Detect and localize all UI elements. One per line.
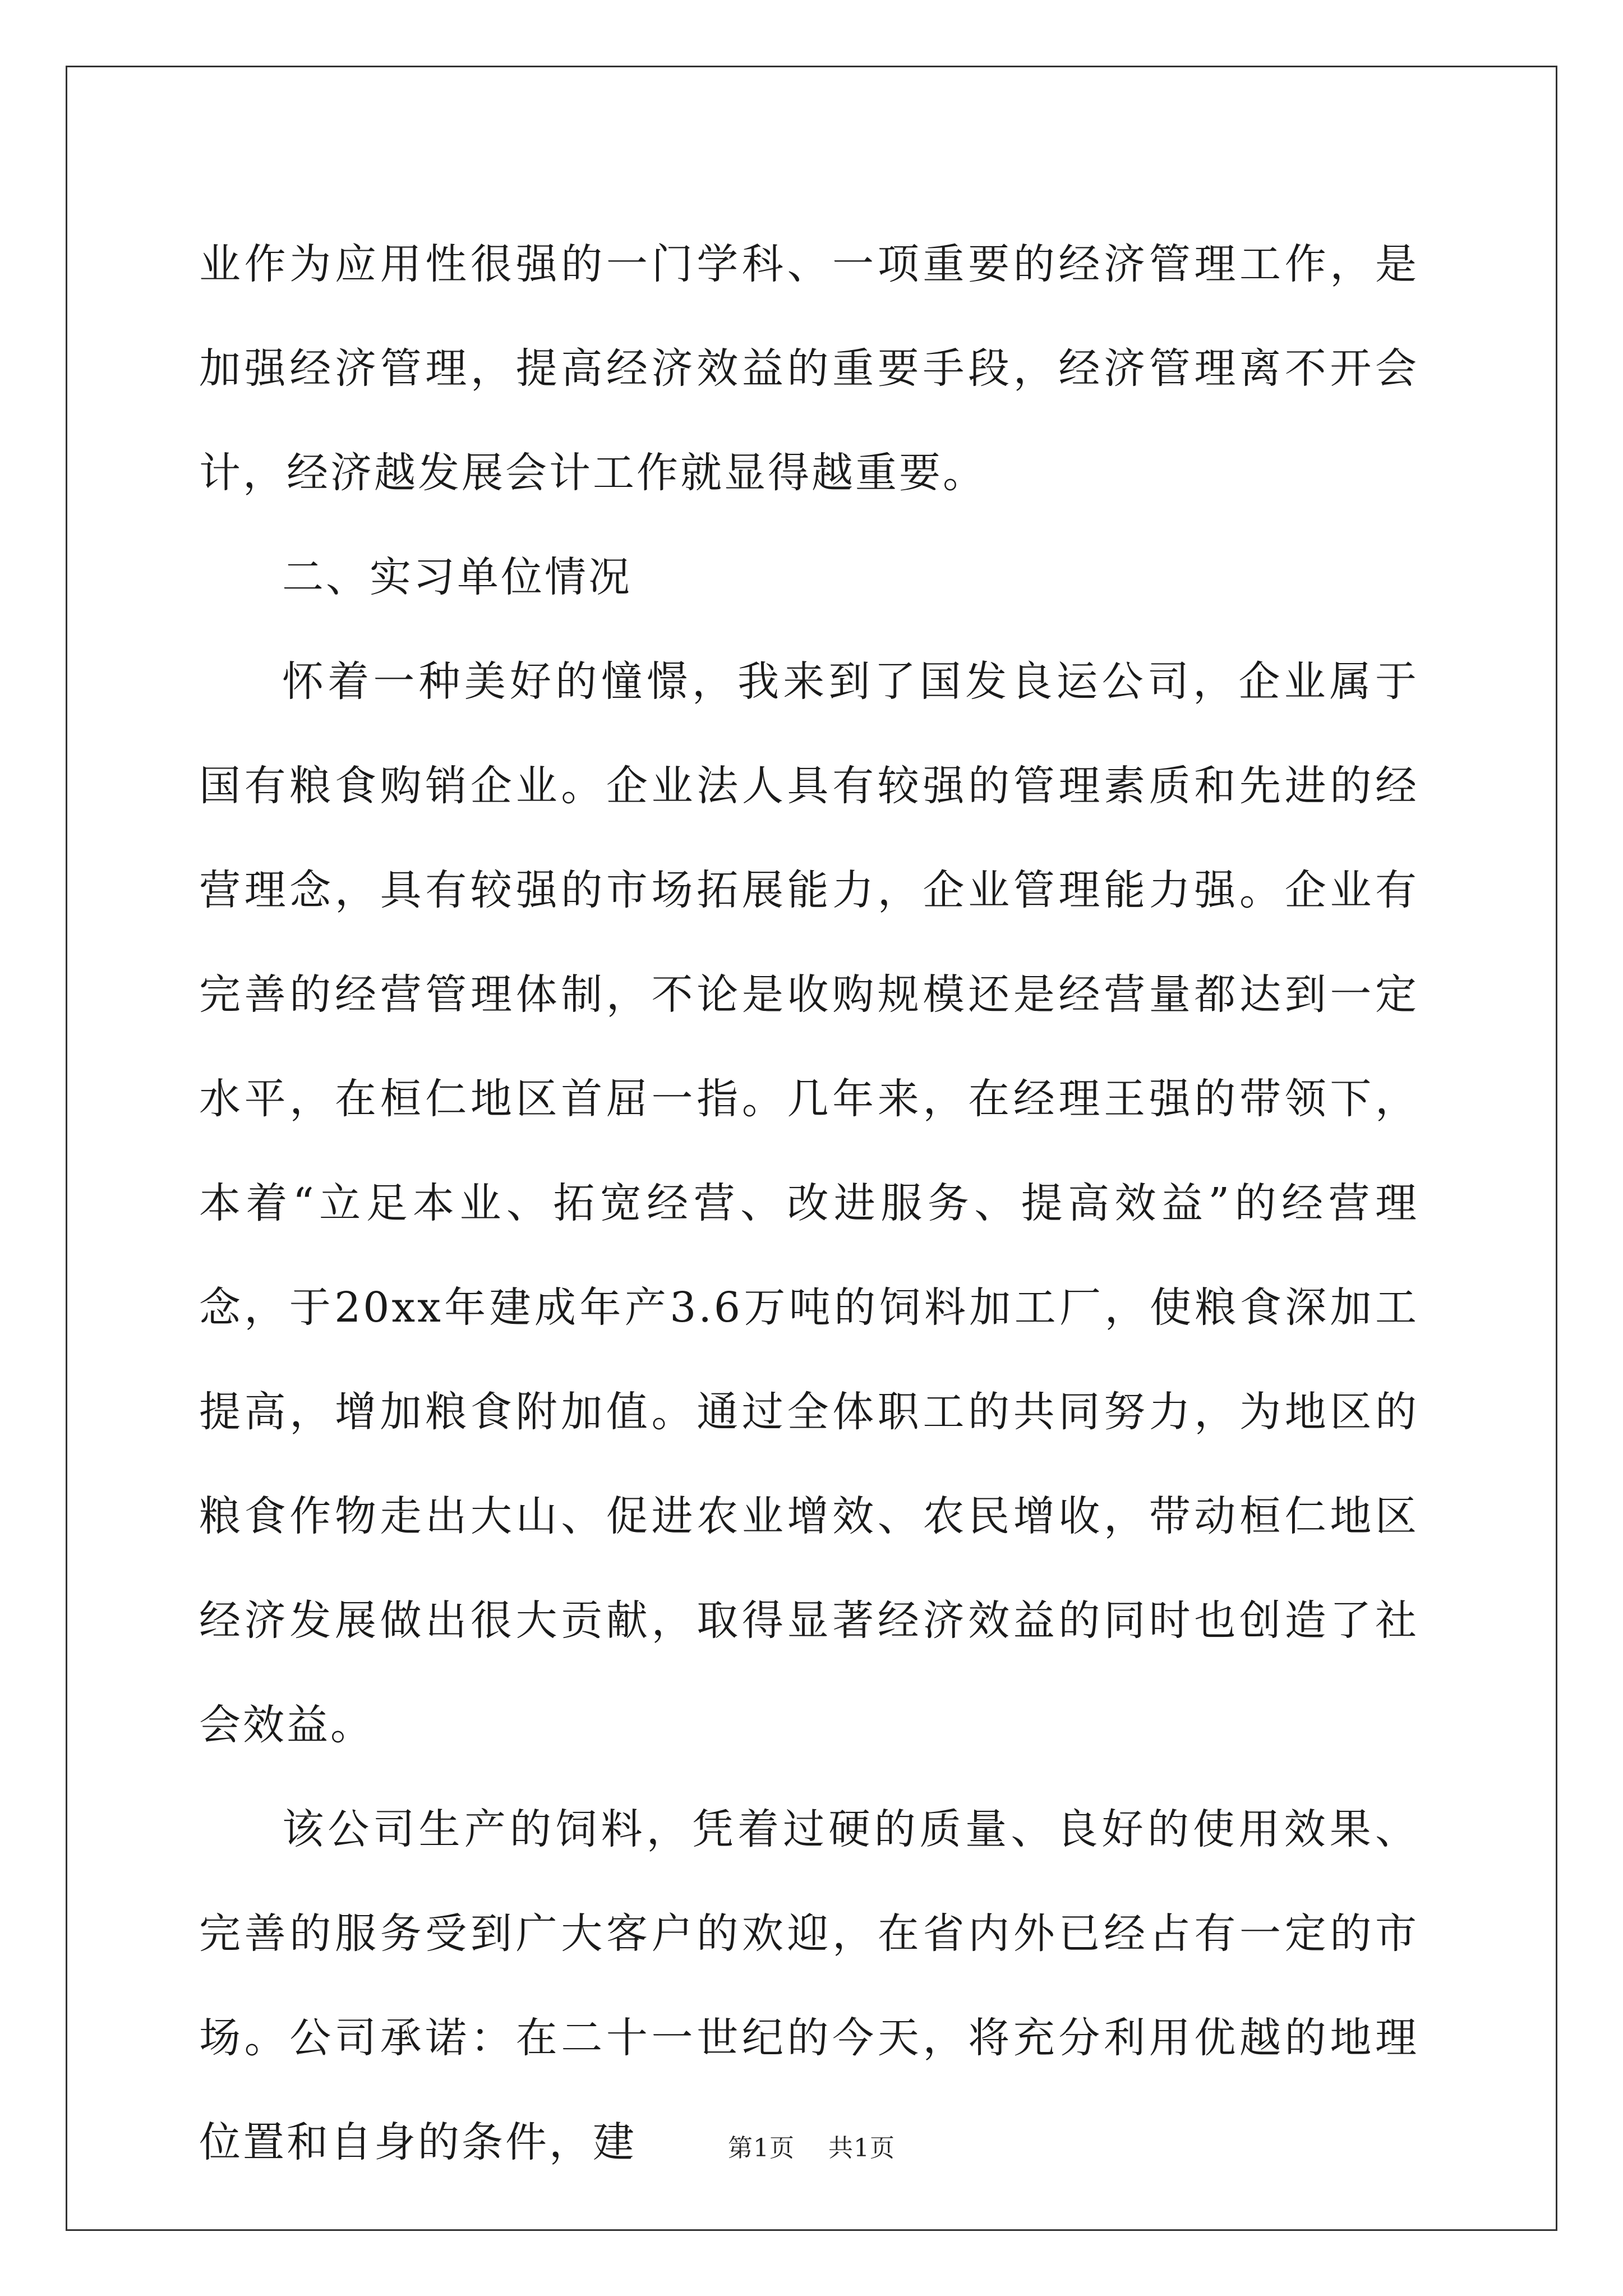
page-footer bbox=[0, 2132, 1623, 2165]
paragraph-1: 业作为应用性很强的一门学科、一项重要的经济管理工作，是加强经济管理，提高经济效益的重要手段，经济管理离不开会计，经济越发展会计工作就显得越重要。 bbox=[199, 240, 1419, 497]
page-number-current: 第1页 bbox=[728, 2134, 795, 2162]
section-heading: 二、实习单位情况 bbox=[282, 553, 632, 601]
paragraph-3: 怀着一种美好的憧憬，我来到了国发良运公司，企业属于国有粮食购销企业。企业法人具有较强的管理素质和先进的经营理念，具有较强的市场拓展能力，企业管理能力强。企业有完善的经营管理体制，不论是收购规模还是经营量都达到一定水平，在桓仁地区首屈一指。几年来，在经理王强的带领下，本着“立足本业、拓宽经营、改进服务、提高效益”的经营理念，于20xx年建成年产3.6万吨的饲料加工厂，使粮食深加工提高，增加粮食附加值。通过全体职工的共同努力，为地区的粮食作物走出大山、促进农业增效、农民增收，带动桓仁地区经济发展做出很大贡献，取得显著经济效益的同时也创造了社会效益。 bbox=[199, 657, 1419, 1749]
document-body bbox=[199, 212, 1419, 2194]
paragraph-4: 该公司生产的饲料，凭着过硬的质量、良好的使用效果、完善的服务受到广大客户的欢迎，在省内外已经占有一定的市场。公司承诺：在二十一世纪的今天，将充分利用优越的地理位置和自身的条件，建 bbox=[199, 1805, 1419, 2166]
page-number-total: 共1页 bbox=[828, 2134, 895, 2162]
